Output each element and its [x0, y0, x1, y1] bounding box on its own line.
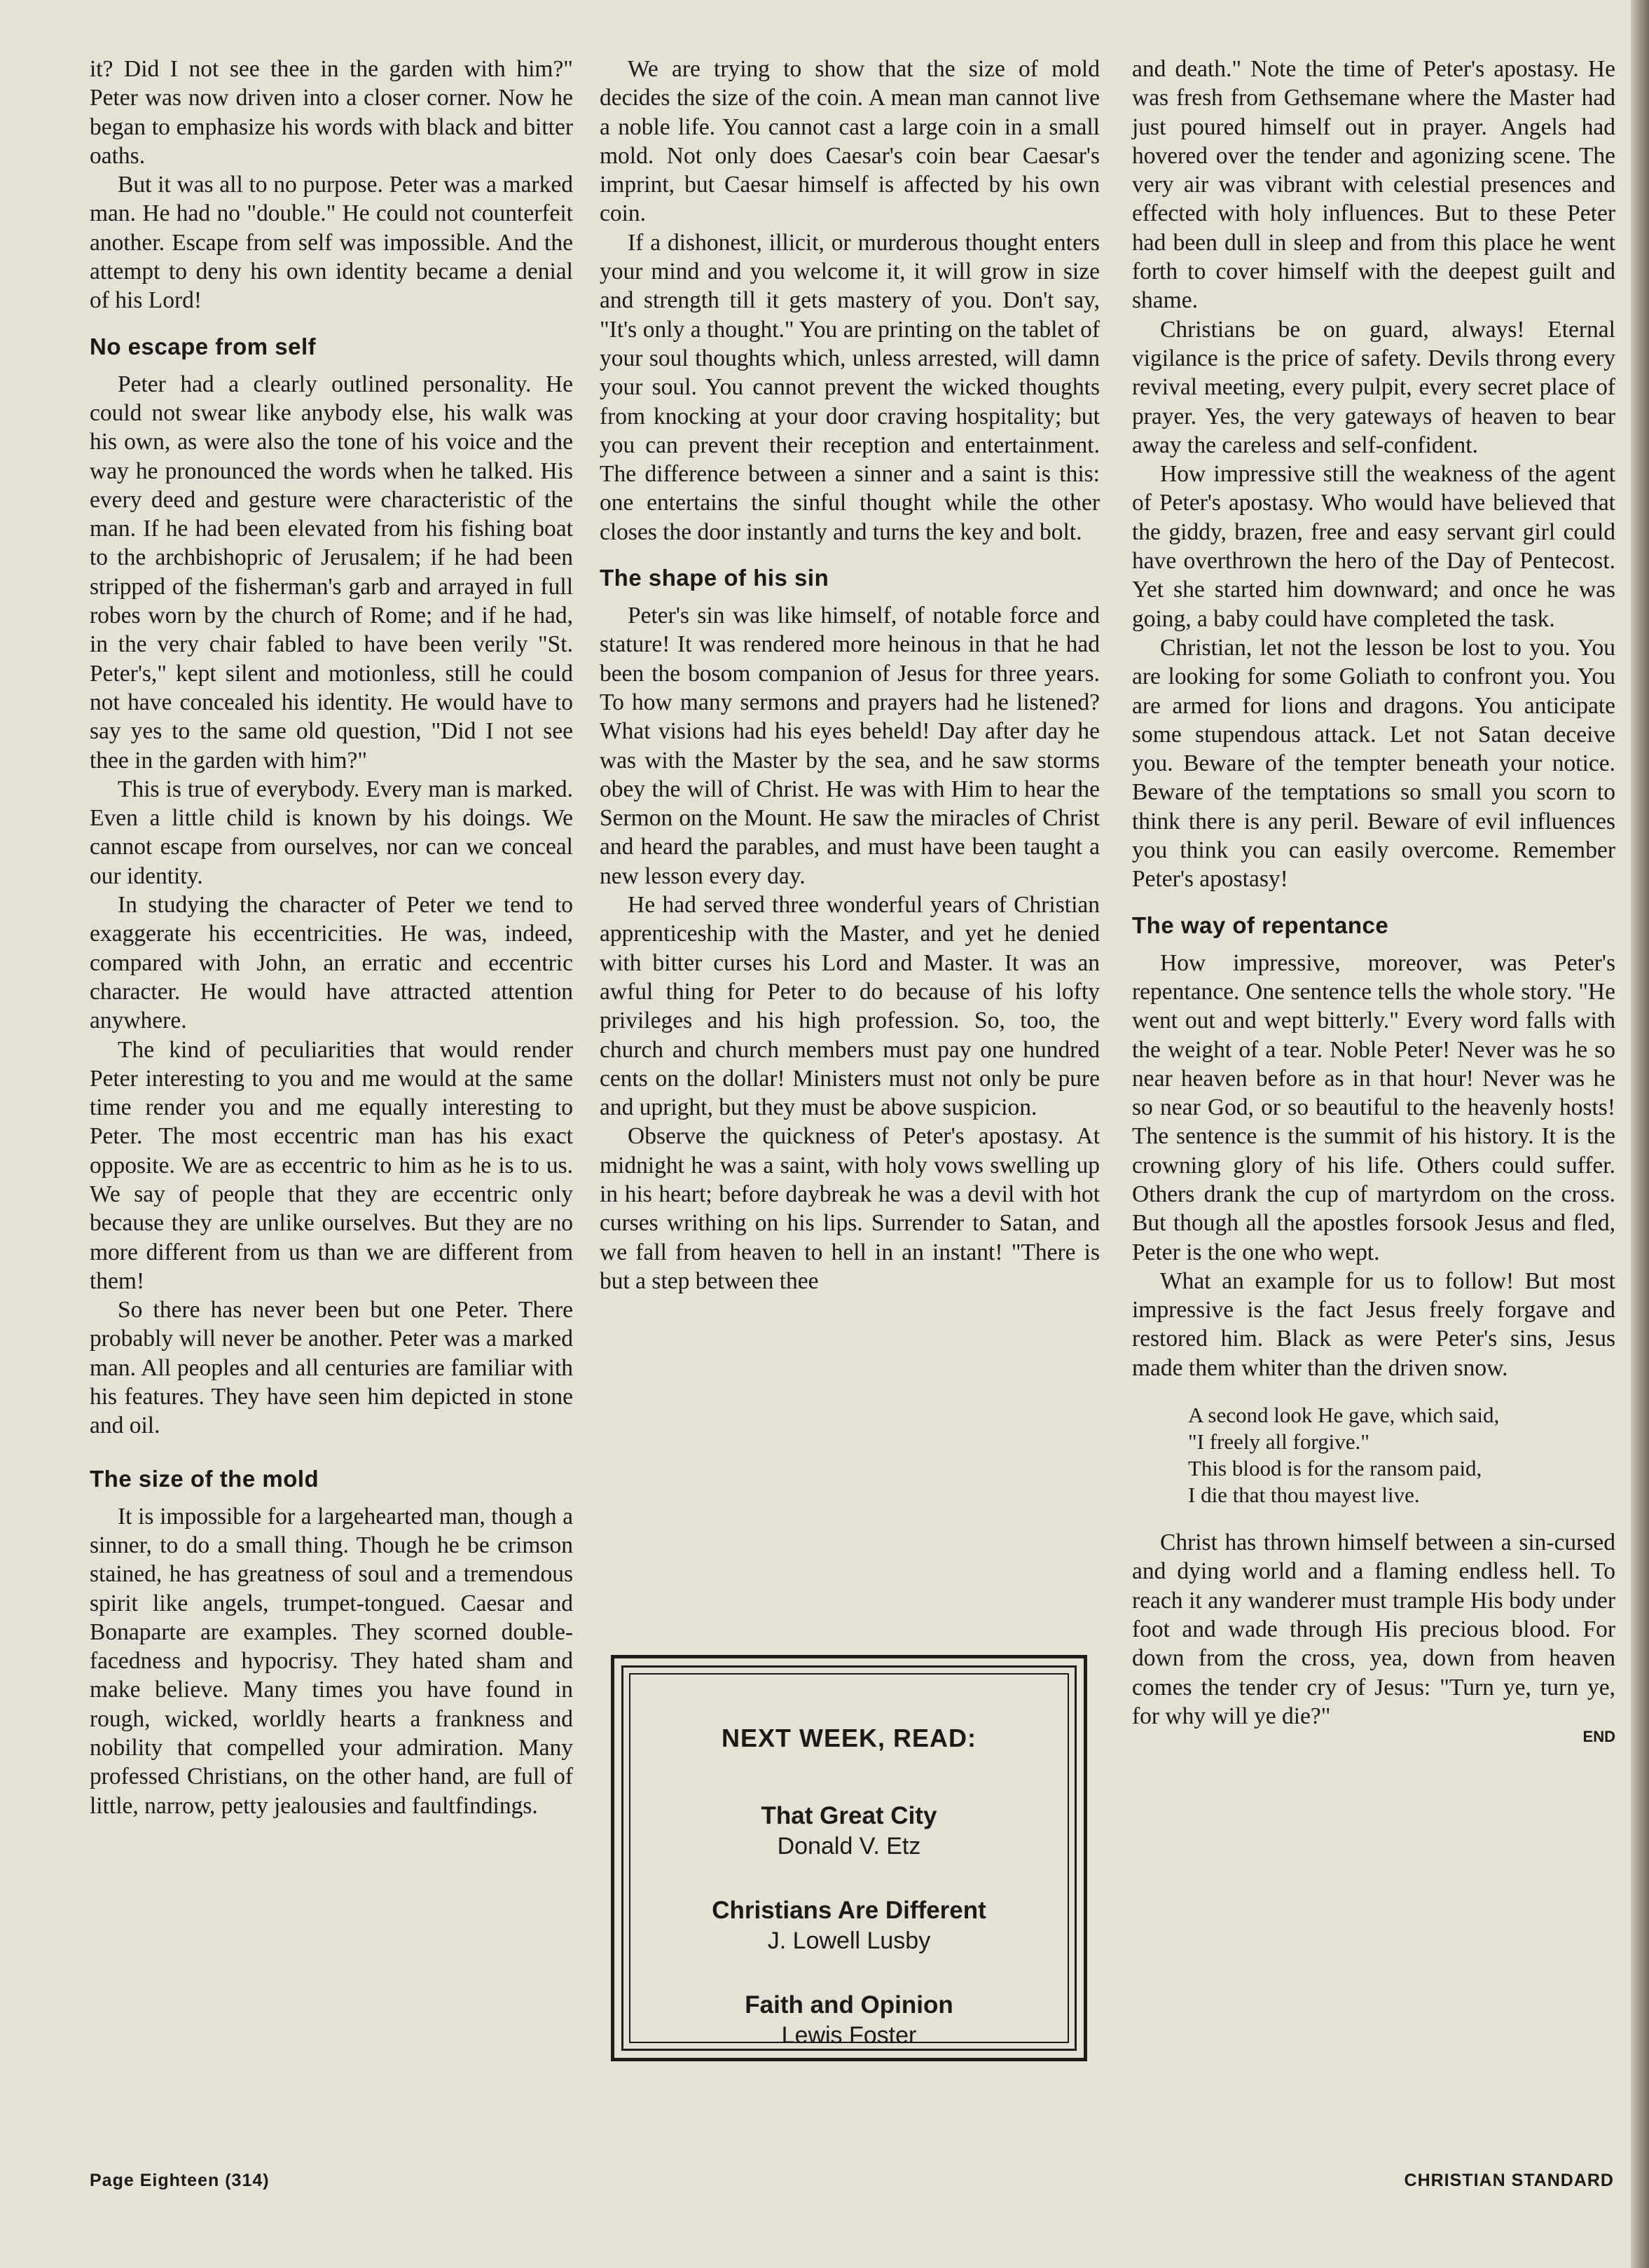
publication-name: CHRISTIAN STANDARD	[1404, 2171, 1614, 2190]
recommended-title: Christians Are Different	[712, 1897, 986, 1924]
section-heading: The shape of his sin	[600, 565, 829, 591]
paragraph: So there has never been but one Peter. There probably will never be another. Peter was a marked man. All peoples and all centuries are familiar with his features. They have seen him depicted in stone and oil.	[90, 1297, 573, 1439]
paragraph: How impressive, moreover, was Peter's repentance. One sentence tells the whole story. "He went out and wept bitterly." Every word falls with the weight of a tear. Noble Peter! Never was he so near heaven before as in that hour! Never was he so near God, or so beautiful to the heavenly hosts! The sentence is the summit of his history. It is the crowning glory of his life. Others could suffer. Others drank the cup of martyrdom on the cross. But though all the apostles forsook Jesus and fled, Peter is the one who wept.	[1132, 949, 1615, 1265]
verse-line: "I freely all forgive."	[1188, 1429, 1369, 1455]
verse-line: A second look He gave, which said,	[1188, 1403, 1500, 1428]
verse-line: This blood is for the ransom paid,	[1188, 1456, 1482, 1481]
paragraph: Christ has thrown himself between a sin-cursed and dying world and a flaming endless hell. To reach it any wanderer must trample His body under foot and wade through His precious blood. For down from the cross, yea, down from heaven comes the tender cry of Jesus: "Turn ye, turn ye, for why will ye die?"	[1132, 1530, 1615, 1729]
column-1	[90, 55, 573, 1820]
end-mark: END	[1582, 1728, 1615, 1746]
paragraph: We are trying to show that the size of mold decides the size of the coin. A mean man cannot live a noble life. You cannot cast a large coin in a small mold. Not only does Caesar's coin bear Caesar's imprint, but Caesar himself is affected by his own coin.	[600, 56, 1100, 227]
recommended-author: Donald V. Etz	[777, 1833, 921, 1860]
recommended-title: Faith and Opinion	[745, 1991, 953, 2019]
recommended-author: Lewis Foster	[781, 2022, 917, 2049]
section-heading: The way of repentance	[1132, 912, 1389, 938]
paragraph: If a dishonest, illicit, or murderous thought enters your mind and you welcome it, it will grow in size and strength till it gets mastery of you. Don't say, "It's only a thought." You are printing on the tablet of your soul thoughts which, unless arrested, will damn your soul. You cannot prevent the wicked thoughts from knocking at your door craving hospitality; but you can prevent their reception and entertainment. The difference between a sinner and a saint is this: one entertains the sinful thought while the other closes the door instantly and turns the key and bolt.	[600, 229, 1100, 545]
paragraph: Peter had a clearly outlined personality. He could not swear like anybody else, his walk was his own, as were also the tone of his voice and the way he pronounced the words when he talked. His every deed and gesture were characteristic of the man. If he had been elevated from his fishing boat to the archbishopric of Jerusalem; if he had been stripped of the fisherman's garb and arrayed in full robes worn by the church of Rome; and if he had, in the very chair fabled to have been verily "St. Peter's," kept silent and motionless, still he could not have concealed his identity. He would have to say yes to the same old question, "Did I not see thee in the garden with him?"	[90, 371, 573, 774]
paragraph: But it was all to no purpose. Peter was a marked man. He had no "double." He could not counterfeit another. Escape from self was impossible. And the attempt to deny his own identity became a denial of his Lord!	[90, 172, 573, 314]
next-week-box	[611, 1655, 1087, 2061]
paragraph: In studying the character of Peter we tend to exaggerate his eccentricities. He was, indeed, compared with John, an erratic and eccentric character. He would have attracted attention anywhere.	[90, 892, 573, 1034]
paragraph: Observe the quickness of Peter's apostasy. At midnight he was a saint, with holy vows swelling up in his heart; before daybreak he was a devil with hot curses writhing on his lips. Surrender to Satan, and we fall from heaven to hell in an instant! "There is but a step between thee	[600, 1123, 1100, 1294]
paragraph: How impressive still the weakness of the agent of Peter's apostasy. Who would have believed that the giddy, brazen, free and easy servant girl could have overthrown the hero of the Day of Pentecost. Yet she started him downward; and once he was going, a baby could have completed the task.	[1132, 461, 1615, 632]
paragraph: The kind of peculiarities that would render Peter interesting to you and me would at the same time render you and me equally interesting to Peter. The most eccentric man has his exact opposite. We are as eccentric to him as he is to us. We say of people that they are eccentric only because they are unlike ourselves. But they are no more different from us than we are different from them!	[90, 1036, 573, 1294]
recommended-author: J. Lowell Lusby	[767, 1927, 931, 1954]
box-title: NEXT WEEK, READ:	[721, 1724, 977, 1752]
paragraph: What an example for us to follow! But most impressive is the fact Jesus freely forgave and restored him. Black as were Peter's sins, Jesus made them whiter than the driven snow.	[1132, 1267, 1615, 1381]
paragraph: It is impossible for a largehearted man, though a sinner, to do a small thing. Though he be crimson stained, he has greatness of soul and a tremendous spirit like angels, trumpet-tongued. Caesar and Bonaparte are examples. They scorned double-facedness and hypocrisy. They hated sham and make believe. Many times you have found in rough, wicked, worldly hearts a frankness and nobility that compelled your admiration. Many professed Christians, on the other hand, are full of little, narrow, petty jealousies and faultfindings.	[90, 1503, 573, 1819]
paragraph: Christian, let not the lesson be lost to you. You are looking for some Goliath to confront you. You are armed for lions and dragons. You anticipate some stupendous attack. Let not Satan deceive you. Beware of the tempter beneath your notice. Beware of the temptations so small you scorn to think there is any peril. Beware of evil influences you think you can easily overcome. Remember Peter's apostasy!	[1132, 634, 1615, 893]
hymn-verse	[1188, 1402, 1615, 1508]
box-content	[629, 1673, 1069, 2049]
box-border	[621, 1665, 1077, 2051]
section-heading: No escape from self	[90, 333, 317, 359]
column-3	[1132, 55, 1615, 1746]
paragraph: He had served three wonderful years of Christian apprenticeship with the Master, and yet he denied with bitter curses his Lord and Master. It was an awful thing for Peter to do because of his lofty privileges and his high profession. So, too, the church and church members must pay one hundred cents on the dollar! Ministers must not only be pure and upright, but they must be above suspicion.	[600, 892, 1100, 1121]
page-edge-shadow	[1631, 0, 1649, 2268]
column-2	[600, 55, 1100, 1295]
paragraph: and death." Note the time of Peter's apostasy. He was fresh from Gethsemane where the Master had just poured himself out in prayer. Angels had hovered over the tender and agonizing scene. The very air was vibrant with celestial presences and effected with holy influences. But to these Peter had been dull in sleep and from this place he went forth to cover himself with the deepest guilt and shame.	[1132, 56, 1615, 314]
paragraph: This is true of everybody. Every man is marked. Even a little child is known by his doings. We cannot escape from ourselves, nor can we conceal our identity.	[90, 776, 573, 889]
page-number: Page Eighteen (314)	[90, 2171, 270, 2190]
paragraph: it? Did I not see thee in the garden with him?" Peter was now driven into a closer corner. Now he began to emphasize his words with black and bitter oaths.	[90, 56, 573, 169]
section-heading: The size of the mold	[90, 1465, 319, 1492]
verse-line: I die that thou mayest live.	[1188, 1483, 1420, 1508]
paragraph: Peter's sin was like himself, of notable force and stature! It was rendered more heinous in that he had been the bosom companion of Jesus for three years. To how many sermons and prayers had he listened? What visions had his eyes beheld! Day after day he was with the Master by the sea, and he saw storms obey the will of Christ. He was with Him to hear the Sermon on the Mount. He saw the miracles of Christ and heard the parables, and must have been taught a new lesson every day.	[600, 603, 1100, 889]
recommended-title: That Great City	[761, 1802, 937, 1829]
paragraph: Christians be on guard, always! Eternal vigilance is the price of safety. Devils throng every revival meeting, every pulpit, every secret place of prayer. Yes, the very gateways of heaven to bear away the careless and self-confident.	[1132, 316, 1615, 458]
